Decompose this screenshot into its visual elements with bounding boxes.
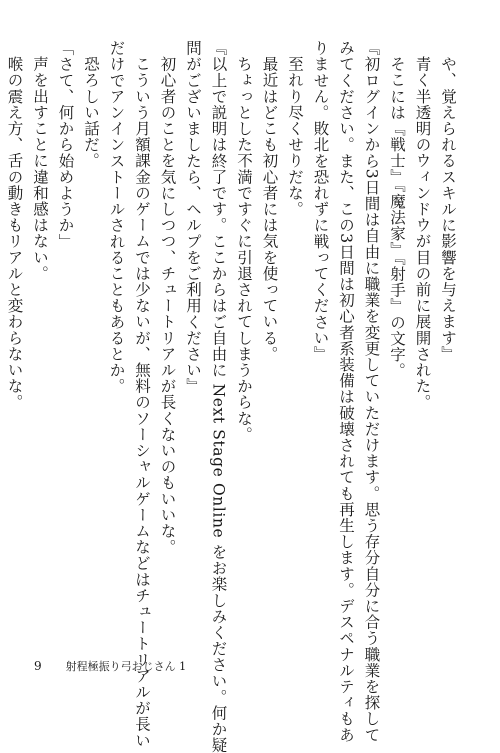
text-line: 最近はどこも初心者には気を使っている。 [260, 55, 279, 362]
text-line: だけでアンインストールされることもあるとか。 [107, 40, 126, 395]
text-line: 『以上で説明は終了です。ここからはご自由に Next Stage Online をお楽しみください。何か疑 [209, 40, 228, 753]
text-line: 恐ろしい話だ。 [82, 55, 100, 169]
text-line: こういう月額課金のゲームでは少ないが、無料のソーシャルゲームなどはチュートリアルが長い [133, 55, 151, 748]
text-line: 問がございましたら、ヘルプをご利用ください』 [184, 40, 202, 395]
running-title: 射程極振り弓おじさん 1 [65, 660, 187, 673]
text-line: 「さて、何から始めようか」 [56, 40, 75, 250]
text-line: や、覚えられるスキルに影響を与えます』 [439, 55, 457, 362]
text-line: 喉の震え方、舌の動きもリアルと変わらないな。 [5, 55, 24, 410]
text-line: そこには『戦士』『魔法家』『射手』の文字。 [388, 55, 406, 379]
text-line: 至れり尽くせりだな。 [286, 55, 304, 217]
text-line: 青く半透明のウィンドウが目の前に展開された。 [413, 55, 432, 410]
text-line: 『初ログインから3日間は自由に職業を変更していただけます。思う存分自分に合う職業を探して [362, 40, 381, 743]
text-line: 初心者のことを気にしつつ、チュートリアルが長くないのもいいな。 [158, 55, 177, 555]
page-footer [34, 658, 186, 674]
text-line: りません。敗北を恐れずに戦ってください』 [311, 40, 330, 362]
page-number: 9 [34, 659, 42, 673]
text-line: ちょっとした不満ですぐに引退されてしまうからな。 [235, 55, 253, 442]
text-line: 声を出すことに違和感はない。 [31, 55, 49, 281]
text-line: みてください。また、この3日間は初心者系装備は破壊されても再生します。デスペナルティもあ [337, 40, 355, 743]
